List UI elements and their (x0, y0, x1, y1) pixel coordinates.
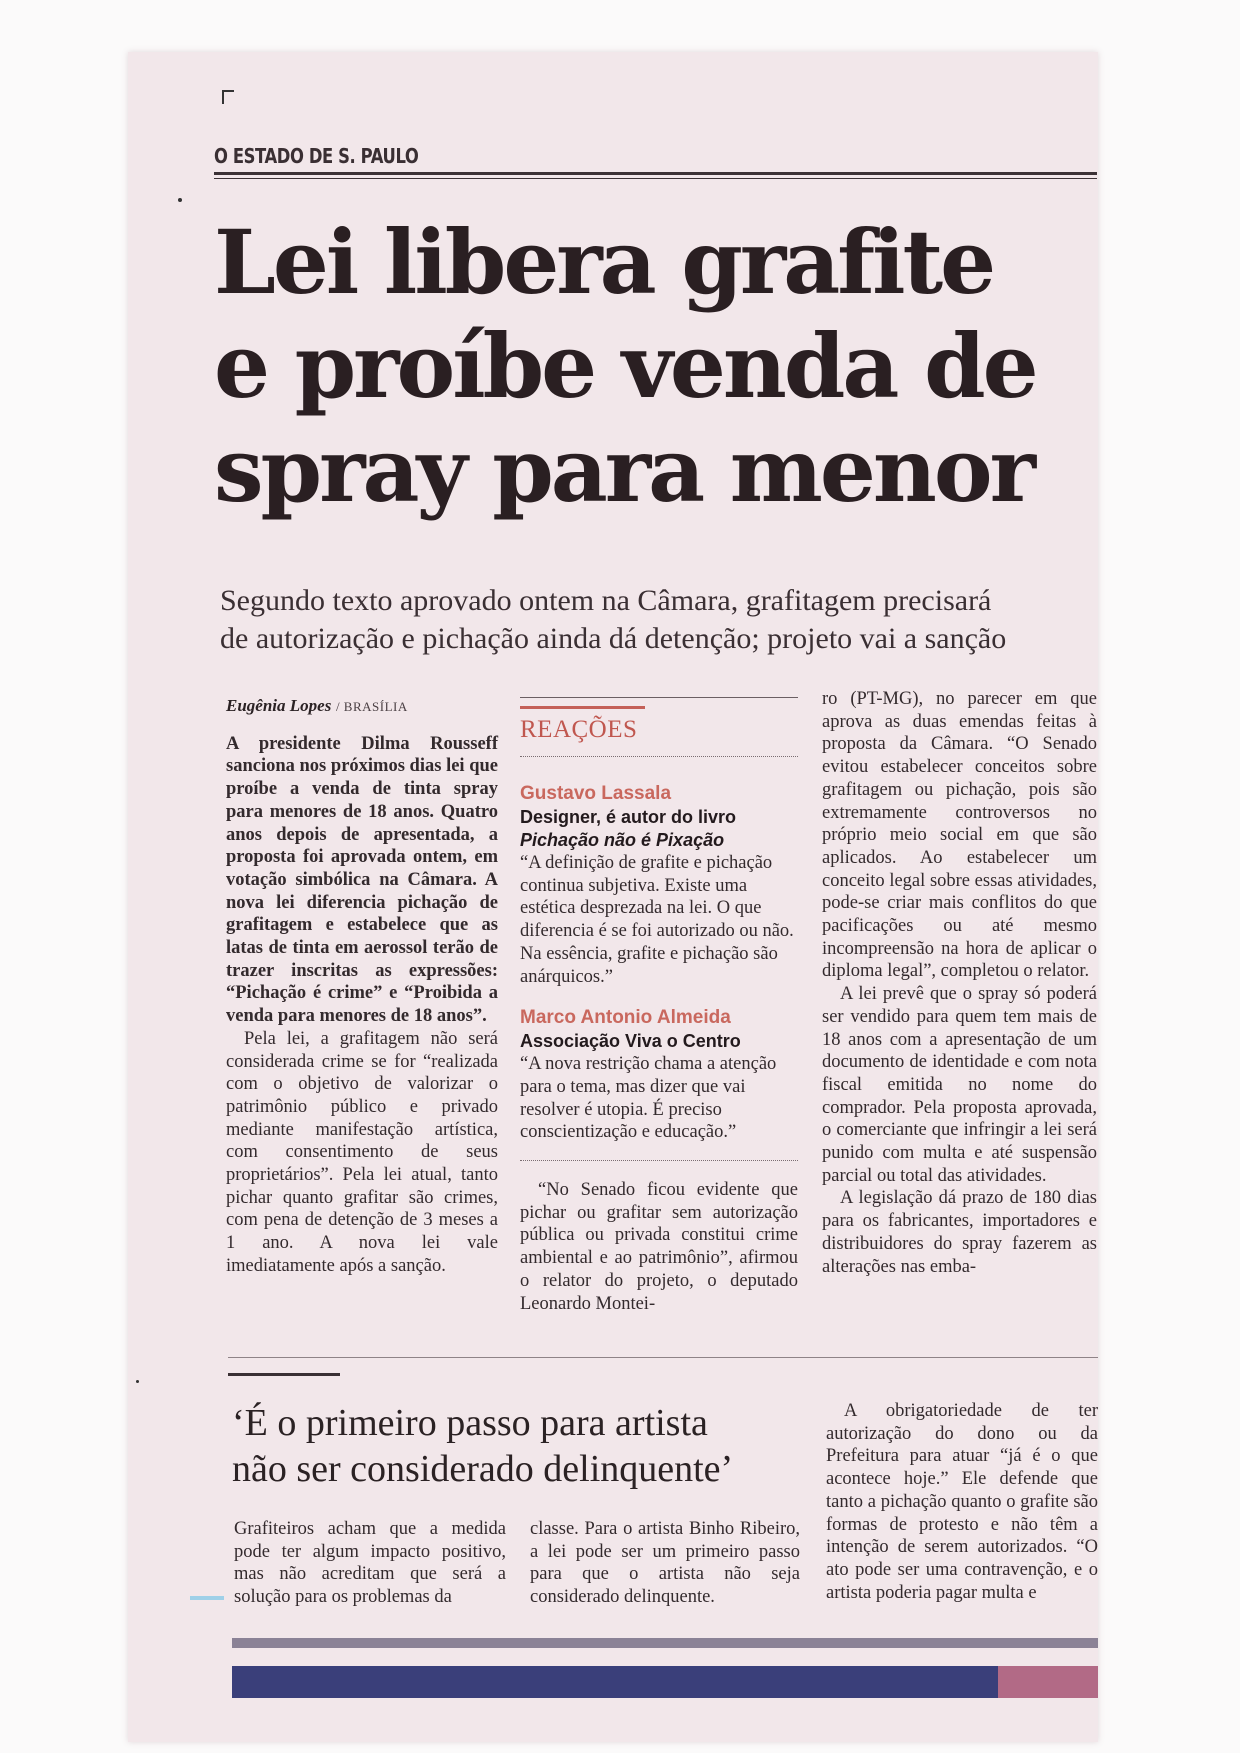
section-divider (228, 1357, 1098, 1358)
article-headline (214, 210, 1094, 522)
secondary-column-b (530, 1518, 800, 1609)
body-paragraph: “No Senado ficou evidente que pichar ou grafitar sem autorização pública ou privada constitui crime ambiental e ao patrimônio”, afirmou o relator do projeto, o deputado Leonardo Montei- (520, 1180, 798, 1314)
scan-mark (190, 1596, 224, 1600)
body-paragraph: ro (PT-MG), no parecer em que aprova as duas emendas feitas à proposta da Câmara. “O Senado evitou estabelecer conceitos sobre grafitagem ou pichação, pois são extremamente controversos no próprio meio social em que são aplicados. Ao estabelecer um conceito legal sobre essas atividades, pode-se criar mais conflitos do que pacificações ou até mesmo incompreensão na hora de aplicar o diploma legal”, completou o relator. (822, 689, 1097, 982)
footer-band-dark (232, 1666, 1098, 1698)
reaction-role: Associação Viva o Centro (520, 1031, 741, 1052)
article-column-2 (520, 782, 798, 1315)
footer-band-light (232, 1638, 1098, 1648)
reaction-item (520, 782, 798, 988)
headline-line: spray para menor (214, 418, 1033, 522)
body-paragraph: classe. Para o artista Binho Ribeiro, a lei pode ser um primeiro passo para que o artista não seja considerado delinquente. (530, 1519, 800, 1608)
body-paragraph: Pela lei, a grafitagem não será considerada crime se for “realizada com o objetivo de valorizar o patrimônio público e privado mediante manifestação artística, com consentimento de seus proprietários”. Pela lei atual, tanto pichar quanto grafitar são crimes, com pena de detenção de 3 meses a 1 ano. A nova lei vale imediatamente após a sanção. (226, 1028, 498, 1276)
reaction-name: Marco Antonio Almeida (520, 1007, 731, 1029)
body-paragraph: A lei prevê que o spray só poderá ser vendido para quem tem mais de 18 anos com a apresentação de um documento de identidade e com nota fiscal emitida no nome do comprador. Pela proposta aprovada, o comerciante que infringir a lei será punido com multa e até suspensão parcial ou total das atividades. (822, 984, 1097, 1186)
article-deck (220, 582, 1100, 658)
reaction-quote: “A nova restrição chama a atenção para o tema, mas dizer que vai resolver é utopia. É preciso conscientização e educação.” (520, 1054, 777, 1143)
secondary-headline-line: ‘É o primeiro passo para artista (232, 1402, 708, 1444)
deck-line: Segundo texto aprovado ontem na Câmara, grafitagem precisará (220, 584, 992, 617)
crop-mark (222, 90, 234, 104)
reactions-top-rule (520, 697, 798, 698)
article-column-1 (226, 695, 498, 1278)
article-column-3 (822, 688, 1097, 1278)
secondary-column-c (826, 1400, 1098, 1604)
secondary-column-a (234, 1518, 506, 1609)
section-divider-accent (228, 1373, 340, 1376)
masthead-rule (214, 172, 1097, 175)
byline-location: / BRASÍLIA (335, 699, 408, 714)
deck-line: de autorização e pichação ainda dá detenção; projeto vai a sanção (220, 622, 1007, 655)
reaction-quote: “A definição de grafite e pichação continua subjetiva. Existe uma estética desprezada na lei. O que diferencia é se foi autorizado ou não. Na essência, grafite e pichação são anárquicos.” (520, 853, 794, 987)
reaction-book-title: Pichação não é Pixação (520, 830, 725, 850)
scan-speck (136, 1380, 139, 1383)
body-paragraph: A obrigatoriedade de ter autorização do dono ou da Prefeitura para atuar “já é o que acontece hoje.” Ele defende que tanto a pichação quanto o grafite são formas de protesto e não têm a intenção de serem autorizados. “O ato pode ser uma contravenção, e o artista poderia pagar multa e (826, 1401, 1098, 1603)
reactions-accent-rule (520, 706, 645, 709)
secondary-headline (232, 1400, 792, 1492)
scan-speck (178, 198, 182, 202)
body-paragraph: A legislação dá prazo de 180 dias para os fabricantes, importadores e distribuidores do spray fazerem as alterações nas emba- (822, 1188, 1097, 1277)
reaction-name: Gustavo Lassala (520, 783, 672, 804)
secondary-headline-line: não ser considerado delinquente’ (232, 1448, 734, 1490)
masthead-paper-name: O ESTADO DE S. PAULO (214, 144, 419, 168)
lead-paragraph: A presidente Dilma Rousseff sanciona nos próximos dias lei que proíbe a venda de tinta spray para menores de 18 anos. Quatro anos depois de apresentada, a proposta foi aprovada ontem, em votação simbólica na Câmara. A nova lei diferencia pichação de grafitagem e estabelece que as latas de tinta em aerossol terão de trazer inscritas as expressões: “Pichação é crime” e “Proibida a venda para menores de 18 anos”. (226, 733, 498, 1027)
footer-band-accent (998, 1666, 1098, 1698)
reaction-item (520, 1006, 798, 1144)
byline (226, 695, 498, 719)
reaction-role: Designer, é autor do livro (520, 807, 737, 827)
reactions-title: REAÇÕES (520, 716, 638, 743)
body-paragraph: Grafiteiros acham que a medida pode ter algum impacto positivo, mas não acreditam que será a solução para os problemas da (234, 1519, 506, 1608)
headline-line: Lei libera grafite (214, 210, 994, 314)
byline-author: Eugênia Lopes (226, 696, 332, 715)
reactions-bottom-divider (520, 1160, 798, 1161)
headline-line: e proíbe venda de (214, 314, 1036, 418)
reactions-divider (520, 756, 798, 757)
masthead-rule-thin (214, 178, 1097, 179)
